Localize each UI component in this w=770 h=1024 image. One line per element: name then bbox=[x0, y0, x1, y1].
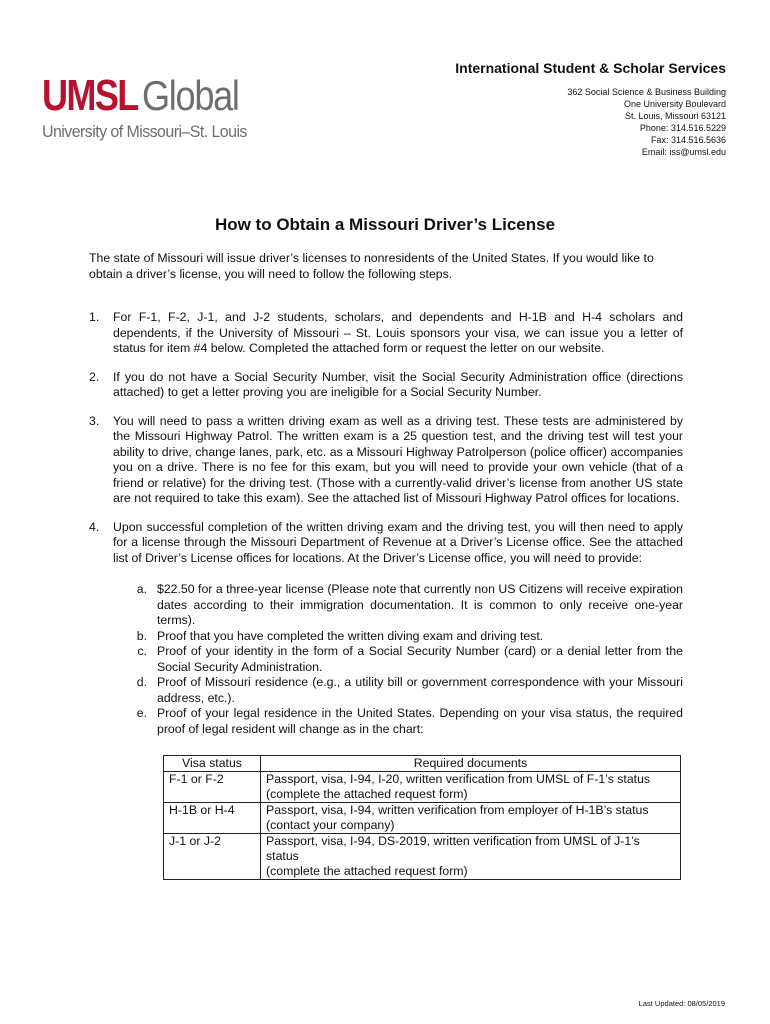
documents-line: Passport, visa, I-94, DS-2019, written verification from UMSL of J-1’s status bbox=[266, 834, 640, 863]
step-body bbox=[113, 520, 683, 738]
substep-letter: d. bbox=[136, 675, 147, 689]
substep-letter: c. bbox=[137, 644, 147, 658]
intro-paragraph: The state of Missouri will issue driver’s licenses to nonresidents of the United States. If you would like to obtain a driver’s license, you will need to follow the following steps. bbox=[89, 251, 654, 281]
step-text: You will need to pass a written driving exam as well as a driving test. These tests are administered by the Missouri Highway Patrol. The written exam is a 25 question test, and the driving test will test your ability to drive, change lanes, park, etc. as a Missouri Highway Patrolperson (police officer) accompanies you on a drive. There is no fee for this exam, but you will need to provide your own vehicle (that of a friend or relative) for the driving test. (Those with a currently-valid driver’s license from another US state are not required to take this exam). See the attached list of Missouri Highway Patrol offices for locations. bbox=[113, 413, 683, 505]
office-contact-block bbox=[455, 60, 726, 158]
required-documents-cell bbox=[261, 834, 681, 880]
logo-umsl: UMSL bbox=[42, 71, 138, 120]
visa-status-cell: H-1B or H-4 bbox=[164, 803, 261, 834]
last-updated: Last Updated: 08/05/2019 bbox=[638, 999, 725, 1008]
substep-text: Proof of your identity in the form of a Social Security Number (card) or a denial letter from the Social Security Administration. bbox=[157, 644, 683, 674]
substep-letter: b. bbox=[136, 628, 147, 643]
substep-item bbox=[113, 706, 683, 737]
logo-subtitle: University of Missouri–St. Louis bbox=[42, 122, 247, 141]
step-text: If you do not have a Social Security Number, visit the Social Security Administration office (directions attached) to get a letter proving you are ineligible for a Social Security Number. bbox=[113, 369, 683, 399]
substep-letter: e. bbox=[136, 706, 147, 720]
logo-global: Global bbox=[142, 72, 239, 119]
step-item bbox=[89, 310, 683, 357]
logo-wordmark bbox=[42, 71, 252, 120]
substep-text: $22.50 for a three-year license (Please note that currently non US Citizens will receive expiration dates according to their immigration documentation. It is common to only receive one-year terms). bbox=[157, 582, 683, 627]
step-item bbox=[89, 520, 683, 738]
table-row bbox=[164, 772, 681, 803]
substeps-list bbox=[113, 582, 683, 737]
table-row bbox=[164, 834, 681, 880]
required-documents-cell bbox=[261, 772, 681, 803]
table-header-row bbox=[164, 756, 681, 772]
substep-text: Proof of your legal residence in the United States. Depending on your visa status, the required proof of legal resident will change as in the chart: bbox=[157, 706, 683, 736]
umsl-global-logo bbox=[42, 71, 252, 142]
documents-line: Passport, visa, I-94, written verification from employer of H-1B’s status bbox=[266, 803, 649, 817]
visa-documents-table bbox=[163, 755, 681, 880]
office-fax: Fax: 314.516.5636 bbox=[650, 135, 726, 145]
office-address-line: St. Louis, Missouri 63121 bbox=[624, 111, 726, 121]
table-row bbox=[164, 803, 681, 834]
step-number: 1. bbox=[89, 310, 100, 324]
office-phone: Phone: 314.516.5229 bbox=[639, 123, 726, 133]
substep-text: Proof that you have completed the written diving exam and driving test. bbox=[157, 628, 544, 643]
office-address-line: 362 Social Science & Business Building bbox=[567, 87, 726, 97]
document-title: How to Obtain a Missouri Driver’s License bbox=[214, 215, 556, 234]
documents-note: (contact your company) bbox=[266, 818, 395, 832]
documents-note: (complete the attached request form) bbox=[266, 864, 468, 878]
documents-note: (complete the attached request form) bbox=[266, 787, 468, 801]
office-email: Email: iss@umsl.edu bbox=[641, 147, 726, 157]
step-item bbox=[89, 414, 683, 507]
column-header-visa-status: Visa status bbox=[164, 756, 261, 772]
visa-status-cell: J-1 or J-2 bbox=[164, 834, 261, 880]
step-text: For F-1, F-2, J-1, and J-2 students, scholars, and dependents and H-1B and H-4 scholars and dependents, if the University of Missouri – St. Louis sponsors your visa, we can issue you a letter of status for item #4 below. Completed the attached form or request the letter on our website. bbox=[113, 310, 683, 355]
substep-text: Proof of Missouri residence (e.g., a utility bill or government correspondence with your Missouri address, etc.). bbox=[157, 675, 683, 705]
required-documents-cell bbox=[261, 803, 681, 834]
substep-letter: a. bbox=[136, 582, 147, 596]
steps-list bbox=[89, 310, 683, 750]
office-address-line: One University Boulevard bbox=[623, 99, 726, 109]
column-header-required-documents: Required documents bbox=[261, 756, 681, 772]
step-number: 4. bbox=[89, 519, 100, 534]
substep-item bbox=[113, 675, 683, 706]
office-name: International Student & Scholar Services bbox=[455, 60, 726, 76]
step-number: 3. bbox=[89, 413, 100, 428]
step-number: 2. bbox=[89, 369, 100, 384]
documents-line: Passport, visa, I-94, I-20, written verification from UMSL of F-1’s status bbox=[266, 772, 651, 786]
visa-status-cell: F-1 or F-2 bbox=[164, 772, 261, 803]
step-text: Upon successful completion of the written driving exam and the driving test, you will then need to apply for a license through the Missouri Department of Revenue at a Driver’s License office. See the attached list of Driver’s License offices for locations. At the Driver’s License office, you will need to provide: bbox=[113, 519, 683, 565]
substep-item bbox=[113, 629, 683, 645]
substep-item bbox=[113, 644, 683, 675]
substep-item bbox=[113, 582, 683, 629]
step-item bbox=[89, 370, 683, 401]
